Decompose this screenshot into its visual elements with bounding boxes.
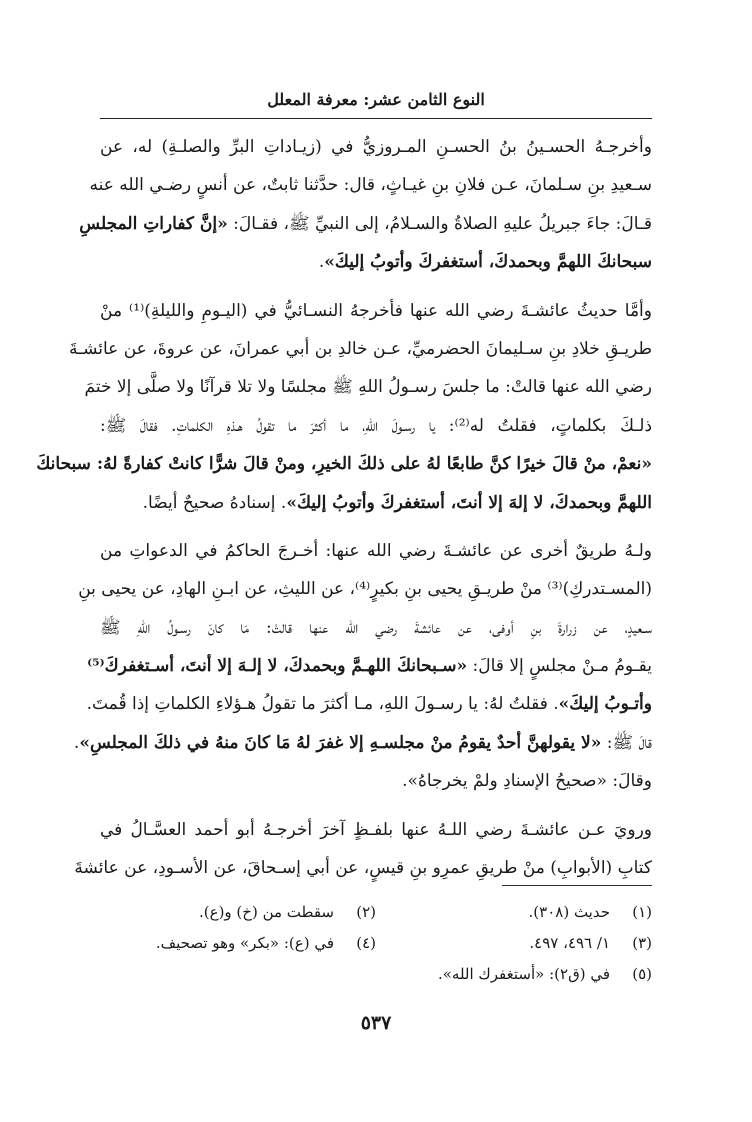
text-segment: قالَ ﷺ: — [601, 732, 652, 753]
paragraph-gap — [100, 801, 652, 811]
text-line — [79, 205, 652, 243]
paragraph — [36, 292, 653, 522]
text-segment: . — [73, 732, 80, 753]
hadith-quote-text: «لا يقولهنَّ أحدٌ يقومُ منْ مجلسـهِ إلا غفرَ لهُ مَا كانَ منهُ في ذلكَ المجلسِ» — [79, 732, 602, 753]
text-line — [73, 724, 652, 762]
text-segment: ولـهُ طريقٌ أخرى عن عائشـةَ رضي الله عنها: أخـرجَ الحاكمُ في الدعواتِ من — [100, 540, 652, 561]
footnote-2: (٢)سقطت من (خ) و(ع). — [199, 903, 376, 921]
paragraph — [74, 811, 652, 888]
hadith-quote-text: اللهمَّ وبحمدكَ، لا إلهَ إلا أنتَ، أستغفركَ وأتوبُ إليكَ» — [286, 492, 652, 513]
text-segment: . — [318, 252, 325, 273]
header-rule — [100, 118, 652, 119]
text-line — [100, 292, 652, 330]
hadith-quote-text: «إنَّ كفاراتِ المجلسِ — [79, 213, 228, 234]
text-segment: سـعيدِ بنِ سـلمانَ، عـن فلانِ بنِ غيـاثٍ، قال: حدَّثنا ثابتٌ، عن أنسٍ رضـي الله عنه — [89, 175, 652, 196]
text-line — [100, 811, 652, 849]
text-segment: كتابِ (الأبوابِ) منْ طريقِ عمرِو بنِ قيسٍ، عن أبي إسـحاقَ، عن الأسـودِ، عن عائشةَ — [74, 858, 652, 879]
text-line — [89, 166, 652, 204]
text-segment: (المسـتدركِ)⁽³⁾ منْ طريـقِ يحيى بنِ بكيرٍ⁽⁴⁾، عن الليثِ، عن ابـنِ الهادِ، عن يحيى بنِ — [78, 579, 652, 600]
page-number: ٥٣٧ — [360, 1012, 392, 1034]
text-line — [78, 570, 652, 608]
text-line — [87, 647, 652, 685]
paragraph — [73, 532, 652, 801]
text-segment: ورويَ عـن عائشـةَ رضي اللـهُ عنها بلفـظٍ آخرَ أخرجـهُ أبو أحمد العسَّـالُ في — [100, 819, 652, 840]
running-header: النوع الثامن عشر: معرفة المعلل — [267, 90, 485, 109]
hadith-quote-text: «سـبحانكَ اللهـمَّ وبحمدكَ، لا إلـهَ إلا أنتَ، أسـتغفركَ⁽⁵⁾ — [87, 656, 468, 677]
text-segment: يقـومُ مـنْ مجلسٍ إلا قالَ: — [467, 656, 652, 677]
text-line — [100, 762, 652, 800]
text-line — [100, 407, 652, 445]
text-segment: رضي الله عنها قالتْ: ما جلسَ رسـولُ اللهِ ﷺ مجلسًا ولا تلا قرآنًا ولا صلَّى إلا ختمَ — [84, 377, 652, 398]
paragraph — [79, 128, 652, 282]
text-line — [100, 243, 652, 281]
hadith-quote-text: «نعمْ، منْ قالَ خيرًا كنَّ طابعًا لهُ على ذلكَ الخيرِ، ومنْ قالَ شرًّا كانتْ كفارةً لهُ: سبحانكَ — [36, 454, 652, 475]
text-line — [100, 484, 652, 522]
hadith-quote-text: وأتـوبُ إليكَ» — [558, 694, 652, 715]
footnote-3: (٣)١/ ٤٩٦، ٤٩٧. — [529, 934, 652, 952]
footnote-row — [100, 897, 652, 928]
text-line — [69, 330, 652, 368]
paragraph-gap — [100, 282, 652, 292]
footnote-5: (٥)في (ق٢): «أستغفرك الله». — [437, 965, 652, 983]
footnote-separator — [502, 885, 652, 886]
footnote-4: (٤)في (ع): «بكر» وهو تصحيف. — [155, 934, 376, 952]
text-line — [100, 128, 652, 166]
text-segment: وأمَّا حديثُ عائشـةَ رضي الله عنها فأخرجهُ النسـائيُّ في (اليـومِ والليلةِ)⁽¹⁾ منْ — [100, 300, 652, 321]
text-segment: وقالَ: «صحيحُ الإسنادِ ولمْ يخرجاهُ». — [402, 771, 652, 792]
footnote-1: (١)حديث (٣٠٨). — [528, 903, 652, 921]
text-line — [74, 849, 652, 887]
text-line — [86, 685, 652, 723]
footnote-row — [100, 928, 652, 959]
footnote-row — [100, 959, 652, 990]
text-line — [36, 445, 652, 483]
text-segment: ذلـكَ بكلماتٍ، فقلتُ له⁽²⁾: يا رسـولَ اللهِ، ما أكثرَ ما تقولُ هـذهِ الكلماتِ. فقالَ ﷺ: — [100, 415, 653, 436]
footnotes — [100, 897, 652, 990]
text-line — [100, 609, 652, 647]
text-segment: . فقلتُ لهُ: يا رسـولَ اللهِ، مـا أكثرَ ما تقولُ هـؤلاءِ الكلماتِ إذا قُمتَ. — [86, 694, 559, 715]
text-segment: وأخرجـهُ الحسـينُ بنُ الحسـنِ المـروزيُّ في (زيـاداتِ البرِّ والصلـةِ) له، عن — [100, 137, 652, 157]
text-segment: سـعيدٍ، عن زرارةَ بنِ أوفى، عن عائشةَ رضي الله عنها قالتْ: مَا كانَ رسـولُ اللهِ ﷺ — [100, 617, 652, 638]
hadith-quote-text: سبحانكَ اللهمَّ وبحمدكَ، أستغفركَ وأتوبُ إليكَ» — [324, 252, 652, 273]
text-segment: . إسنادهُ صحيحٌ أيضًا. — [142, 492, 287, 513]
text-segment: طريـقِ خلادِ بنِ سـليمانَ الحضرميِّ، عـن خالدِ بن أبي عمرانَ، عن عروةَ، عن عائشـةَ — [69, 338, 652, 359]
paragraph-gap — [100, 522, 652, 532]
text-segment: قـالَ: جاءَ جبريلُ عليهِ الصلاةُ والسـلامُ، إلى النبيِّ ﷺ، فقـالَ: — [227, 213, 652, 234]
text-line — [100, 532, 652, 570]
text-line — [84, 368, 652, 406]
main-text — [36, 128, 653, 887]
